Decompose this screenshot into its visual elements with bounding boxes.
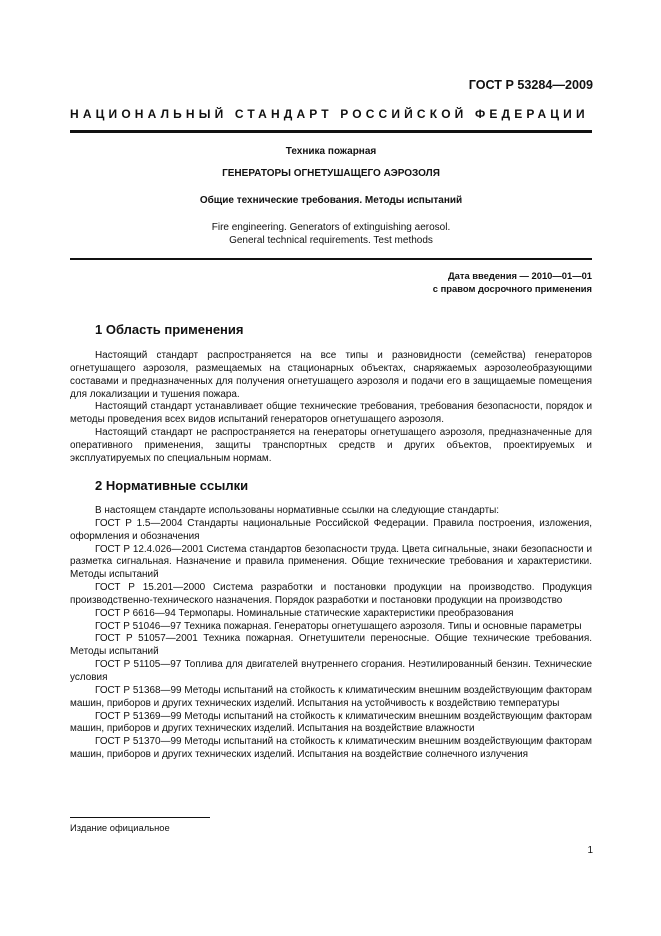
national-standard-title: НАЦИОНАЛЬНЫЙ СТАНДАРТ РОССИЙСКОЙ ФЕДЕРАЦИИ	[70, 107, 589, 121]
english-title-line-2: General technical requirements. Test methods	[229, 235, 433, 246]
standard-topic: Техника пожарная	[285, 146, 377, 157]
english-title	[70, 221, 592, 247]
paragraph: Настоящий стандарт устанавливает общие технические требования, требования безопасности, порядок и методы проведения всех видов испытаний генераторов огнетушащего аэрозоля.	[70, 401, 592, 426]
reference-item: ГОСТ Р 12.4.026—2001 Система стандартов безопасности труда. Цвета сигнальные, знаки безопасности и разметка сигнальная. Назначение и правила применения. Общие технические требования и характеристики. Методы испытаний	[70, 543, 592, 581]
reference-item: ГОСТ Р 51105—97 Топлива для двигателей внутреннего сгорания. Неэтилированный бензин. Технические условия	[70, 659, 592, 683]
reference-item: ГОСТ Р 51046—97 Техника пожарная. Генераторы огнетушащего аэрозоля. Типы и основные параметры	[95, 620, 582, 632]
reference-item: ГОСТ Р 51369—99 Методы испытаний на стойкость к климатическим внешним воздействующим факторам машин, приборов и других технических изделий. Испытания на воздействие влажности	[70, 710, 592, 735]
english-title-line-1: Fire engineering. Generators of extinguishing aerosol.	[211, 222, 451, 233]
introduction-date-line-2: с правом досрочного применения	[432, 282, 592, 294]
section-2-heading: 2 Нормативные ссылки	[95, 478, 249, 493]
reference-item: ГОСТ Р 6616—94 Термопары. Номинальные статические характеристики преобразования	[95, 607, 514, 619]
introduction-date	[433, 270, 592, 295]
document-number: ГОСТ Р 53284—2009	[468, 78, 593, 92]
standard-name: ГЕНЕРАТОРЫ ОГНЕТУШАЩЕГО АЭРОЗОЛЯ	[222, 168, 440, 179]
reference-item: ГОСТ Р 1.5—2004 Стандарты национальные Российской Федерации. Правила построения, изложения, оформления и обозначения	[70, 517, 592, 542]
reference-item: ГОСТ Р 51368—99 Методы испытаний на стойкость к климатическим внешним воздействующим факторам машин, приборов и других технических изделий. Испытания на устойчивость к воздействию температуры	[70, 684, 592, 709]
paragraph: Настоящий стандарт распространяется на все типы и разновидности (семейства) генераторов огнетушащего аэрозоля, размещаемых на стационарных объектах, снаряжаемых аэрозолеобразующими составами и предназначенных для получения огнетушащего аэрозоля и подачи его в защищаемые помещения для локализации и тушения пожара.	[70, 350, 592, 400]
introduction-date-line-1: Дата введения — 2010—01—01	[447, 270, 592, 281]
paragraph: В настоящем стандарте использованы нормативные ссылки на следующие стандарты:	[95, 505, 500, 516]
reference-item: ГОСТ Р 51057—2001 Техника пожарная. Огнетушители переносные. Общие технические требования. Методы испытаний	[70, 633, 592, 658]
section-2-body	[70, 505, 592, 762]
page-number: 1	[587, 845, 593, 856]
header-divider	[70, 130, 592, 133]
section-1-heading: 1 Область применения	[95, 322, 244, 337]
standard-subtitle: Общие технические требования. Методы испытаний	[199, 195, 463, 206]
official-edition-note: Издание официальное	[70, 822, 170, 833]
footer-divider	[70, 817, 210, 818]
reference-item: ГОСТ Р 51370—99 Методы испытаний на стойкость к климатическим внешним воздействующим факторам машин, приборов и других технических изделий. Испытания на воздействие солнечного излучения	[70, 736, 592, 761]
title-divider	[70, 258, 592, 260]
reference-item: ГОСТ Р 15.201—2000 Система разработки и постановки продукции на производство. Продукция производственно-технического назначения. Порядок разработки и постановки продукции на производство	[70, 582, 592, 606]
section-1-body	[70, 350, 592, 466]
paragraph: Настоящий стандарт не распространяется на генераторы огнетушащего аэрозоля, предназначенные для оперативного применения, защиты транспортных средств и других объектов, проектируемых и эксплуатируемых по специальным нормам.	[70, 427, 592, 464]
